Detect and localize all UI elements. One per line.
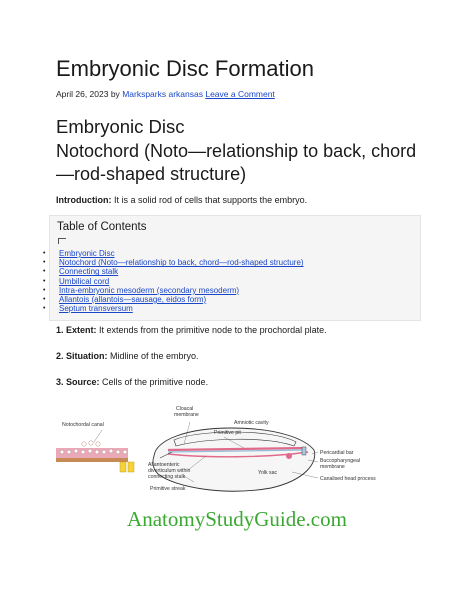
toc-item [59, 258, 304, 267]
embryo-section [153, 428, 315, 491]
toc-link-embryonic-disc[interactable]: Embryonic Disc [59, 249, 115, 258]
extent-paragraph [56, 325, 327, 335]
label-diverticulum: diverticulum within [148, 468, 191, 474]
extent-text: It extends from the primitive node to the prochordal plate. [96, 325, 327, 335]
label-canalised-head-process: Canalised head process [320, 476, 376, 482]
label-cloacal: Cloacal [176, 406, 194, 412]
label-primitive-pit: Primitive pit [214, 430, 241, 436]
site-watermark: AnatomyStudyGuide.com [127, 507, 347, 531]
toc-list [59, 249, 304, 313]
toc-item [59, 277, 304, 286]
toc-link-connecting-stalk[interactable]: Connecting stalk [59, 267, 119, 277]
situation-label: 2. Situation: [56, 351, 108, 361]
byline-by: by [110, 89, 120, 99]
section-heading: Embryonic Disc [56, 116, 185, 137]
intro-label: Introduction: [56, 195, 112, 205]
intro-paragraph [56, 194, 426, 206]
source-label: 3. Source: [56, 377, 100, 387]
table-of-contents [49, 215, 421, 321]
leave-comment-link[interactable]: Leave a Comment [205, 89, 275, 99]
label-primitive-streak: Primitive streak [150, 486, 186, 492]
toc-link-umbilical-cord[interactable]: Umbilical cord [59, 276, 110, 286]
toc-item [59, 304, 304, 313]
situation-paragraph [56, 351, 199, 361]
toc-item [59, 249, 304, 258]
toc-item [59, 286, 304, 295]
toc-link-intra-embryonic-mesoderm[interactable]: Intra-embryonic mesoderm (secondary mesoderm) [59, 285, 240, 295]
label-yolk-sac: Yolk sac [258, 470, 278, 476]
article-meta [56, 89, 275, 99]
embryo-diagram [56, 400, 396, 496]
intro-text: It is a solid rod of cells that supports the embryo. [111, 195, 308, 205]
toc-link-septum-transversum[interactable]: Septum transversum [59, 304, 133, 314]
toc-item [59, 295, 304, 304]
label-buccopharyngeal: Buccopharyngeal [320, 458, 361, 464]
post-date: April 26, 2023 [56, 89, 109, 99]
label-amniotic-cavity: Amniotic cavity [234, 420, 269, 426]
toc-link-notochord[interactable]: Notochord (Noto—relationship to back, chord—rod-shaped structure) [59, 258, 304, 268]
author-link[interactable]: Marksparks arkansas [122, 89, 203, 99]
label-notochordal-canal: Notochordal canal [62, 422, 104, 428]
extent-label: 1. Extent: [56, 325, 97, 335]
label-buccopharyngeal-membrane: membrane [320, 464, 345, 470]
notochordal-cell-layer [56, 441, 134, 472]
source-text: Cells of the primitive node. [99, 377, 209, 387]
toc-toggle-icon[interactable] [58, 238, 66, 244]
toc-link-allantois[interactable]: Allantois (allantois—sausage, eidos form) [59, 294, 207, 304]
label-cloacal-membrane: membrane [174, 412, 199, 418]
toc-item [59, 267, 304, 276]
source-paragraph [56, 377, 208, 387]
notochord-heading: Notochord (Noto—relationship to back, chord—rod-shaped structure) [56, 141, 417, 184]
article-title: Embryonic Disc Formation [56, 56, 314, 81]
situation-text: Midline of the embryo. [107, 351, 199, 361]
label-pericardial-bar: Pericardial bar [320, 450, 354, 456]
label-connecting-stalk: connecting stalk [148, 474, 186, 480]
toc-title: Table of Contents [57, 221, 147, 233]
label-allantoenteric: Allantoenteric [148, 462, 180, 468]
